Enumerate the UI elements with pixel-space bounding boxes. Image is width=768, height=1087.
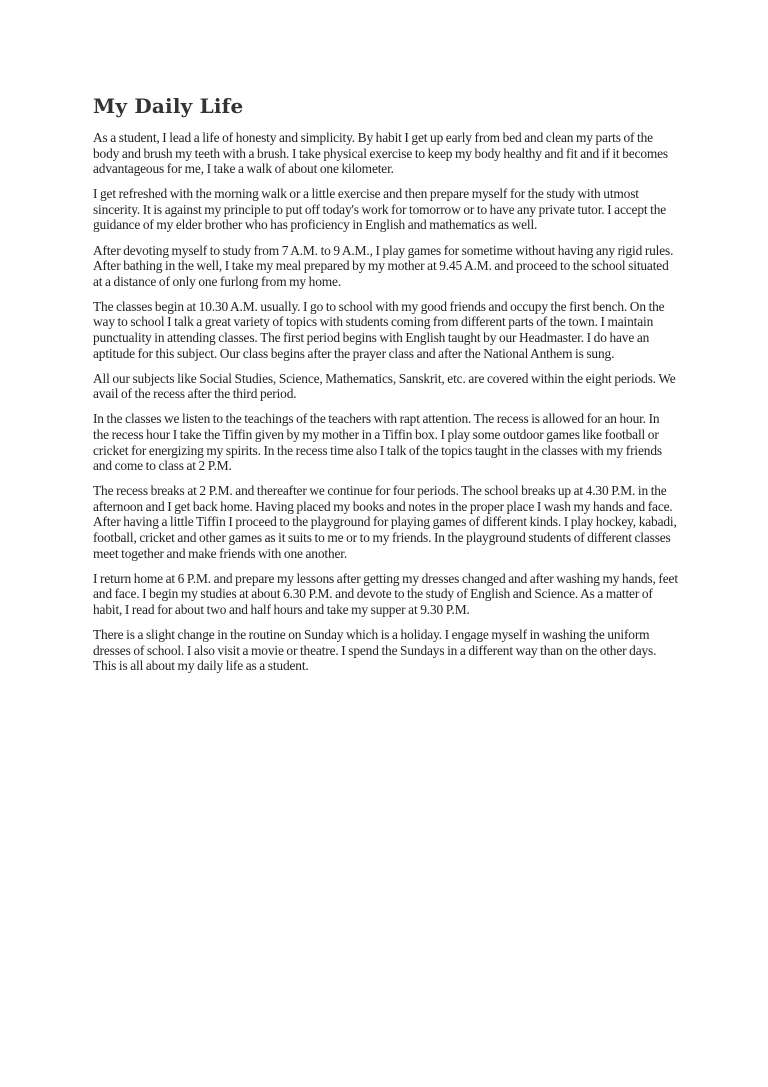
paragraph-1: As a student, I lead a life of honesty and simplicity. By habit I get up early from bed and clean my parts of the body and brush my teeth with a brush. I take physical exercise to keep my body healthy and fit and if it becomes advantageous for me, I take a walk of about one kilometer. — [93, 130, 668, 177]
paragraph-5: All our subjects like Social Studies, Science, Mathematics, Sanskrit, etc. are covered within the eight periods. We avail of the recess after the third period. — [93, 370, 676, 402]
paragraph-4: The classes begin at 10.30 A.M. usually. I go to school with my good friends and occupy the first bench. On the way to school I talk a great variety of topics with students coming from different parts of the town. I maintain punctuality in attending classes. The first period begins with English taught by our Headmaster. I do have an aptitude for this subject. Our class begins after the prayer class and after the National Anthem is sung. — [93, 298, 665, 361]
document-title: My Daily Life — [93, 94, 244, 118]
paragraph-8: I return home at 6 P.M. and prepare my lessons after getting my dresses changed and after washing my hands, feet and face. I begin my studies at about 6.30 P.M. and devote to the study of English and Science. As a matter of habit, I read for about two and half hours and take my supper at 9.30 P.M. — [93, 570, 678, 617]
paragraph-6: In the classes we listen to the teachings of the teachers with rapt attention. The recess is allowed for an hour. In the recess hour I take the Tiffin given by my mother in a Tiffin box. I play some outdoor games like football or cricket for energizing my spirits. In the recess time also I talk of the topics taught in the classes with my friends and come to class at 2 P.M. — [93, 411, 662, 474]
paragraph-3: After devoting myself to study from 7 A.M. to 9 A.M., I play games for sometime without having any rigid rules. After bathing in the well, I take my meal prepared by my mother at 9.45 A.M. and proceed to the school situated at a distance of only one furlong from my home. — [93, 242, 674, 289]
paragraph-7: The recess breaks at 2 P.M. and thereafter we continue for four periods. The school breaks up at 4.30 P.M. in the afternoon and I get back home. Having placed my books and notes in the proper place I wash my hands and face. After having a little Tiffin I proceed to the playground for playing games of different kinds. I play hockey, kabadi, football, cricket and other games as it suits to me or to my friends. In the playground students of different classes meet together and make friends with one another. — [93, 483, 677, 561]
paragraph-9: There is a slight change in the routine on Sunday which is a holiday. I engage myself in washing the uniform dresses of school. I also visit a movie or theatre. I spend the Sundays in a different way than on the other days. This is all about my daily life as a student. — [93, 627, 657, 674]
paragraph-2: I get refreshed with the morning walk or a little exercise and then prepare myself for the study with utmost sincerity. It is against my principle to put off today's work for tomorrow or to have any private tutor. I accept the guidance of my elder brother who has proficiency in English and mathematics as well. — [93, 186, 667, 233]
document-page — [93, 94, 678, 683]
